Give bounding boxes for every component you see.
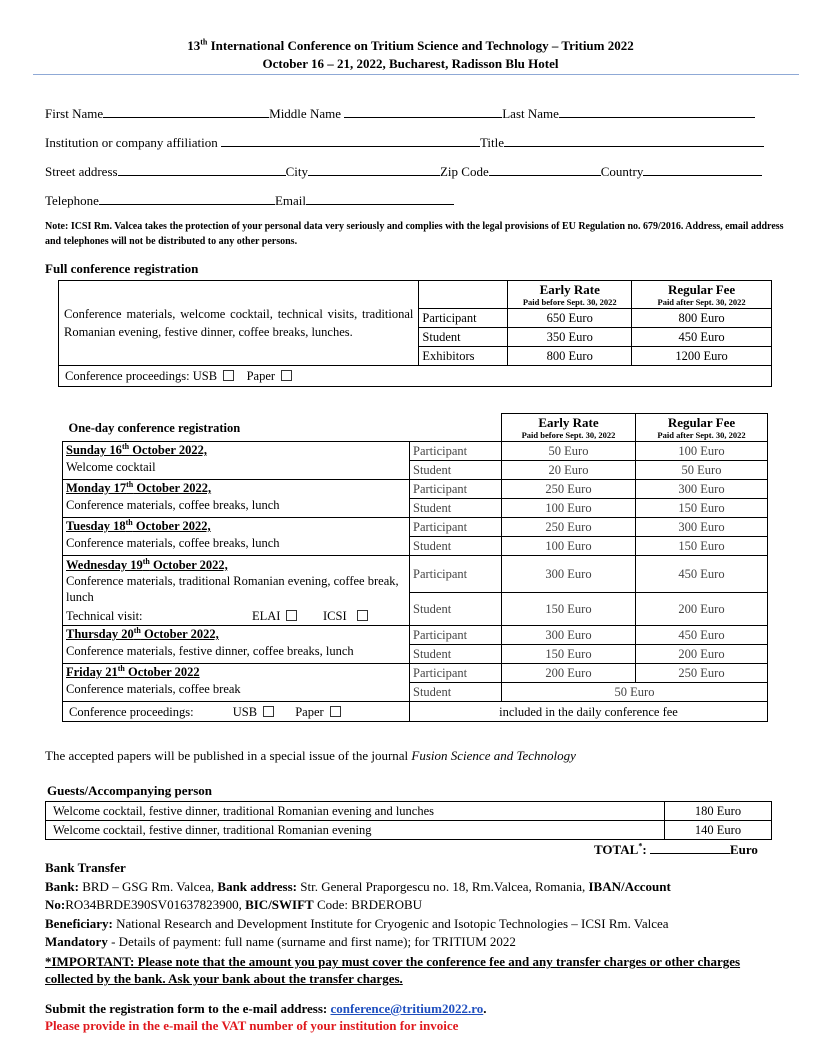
last-name-field[interactable] [559, 105, 755, 118]
privacy-note: Note: ICSI Rm. Valcea takes the protection of your personal data very seriously and complies with the legal provisions of EU Regulation no. 679/2016. Address, email address and telephones will not be distributed to any other persons. [45, 221, 784, 247]
name-row: First Name Middle Name Last Name [45, 105, 755, 122]
icsi-checkbox[interactable] [357, 610, 368, 621]
day-tuesday: Tuesday 18th October 2022, Conference materials, coffee breaks, lunch [63, 518, 410, 556]
guests-heading: Guests/Accompanying person [47, 783, 213, 798]
table-row: Student 50 Euro [63, 683, 768, 702]
elai-checkbox[interactable] [286, 610, 297, 621]
institution-field[interactable] [221, 134, 480, 147]
oneday-early-header: Early Rate Paid before Sept. 30, 2022 [502, 414, 636, 442]
table-row: Student 100 Euro 150 Euro [63, 537, 768, 556]
submit-line: Submit the registration form to the e-mail address: conference@tritium2022.ro. [45, 1001, 487, 1016]
middle-name-field[interactable] [344, 105, 502, 118]
zip-field[interactable] [489, 163, 601, 176]
full-usb-checkbox[interactable] [223, 370, 234, 381]
table-row: Monday 17th October 2022, Conference materials, coffee breaks, lunch Participant 250 Euro 300 Euro [63, 480, 768, 499]
oneday-heading: One-day conference registration [68, 421, 241, 435]
conference-dates: October 16 – 21, 2022, Bucharest, Radisson Blu Hotel [262, 56, 559, 71]
institution-row: Institution or company affiliation Title [45, 134, 764, 151]
day-wednesday: Wednesday 19th October 2022, Conference materials, traditional Romanian evening, coffee break, lunch Technical visit: ELAI ICSI [63, 556, 410, 626]
conference-title: 13th International Conference on Tritium Science and Technology – Tritium 2022 [187, 37, 634, 53]
first-name-field[interactable] [103, 105, 269, 118]
table-row: Participant 650 Euro 800 Euro [59, 309, 772, 328]
table-row: Welcome cocktail, festive dinner, traditional Romanian evening 140 Euro [46, 821, 772, 840]
full-proceedings-row: Conference proceedings: USB Paper [59, 366, 772, 387]
bank-details: Bank: BRD – GSG Rm. Valcea, Bank address: Str. General Praporgescu no. 18, Rm.Valcea, Romania, IBAN/Account No:RO34BRDE390SV01637823900, BIC/SWIFT Code: BRDEROBU [45, 879, 671, 912]
table-row: Student 350 Euro 450 Euro [59, 328, 772, 347]
header-divider [33, 74, 799, 75]
full-registration-table [58, 280, 772, 387]
table-row: Exhibitors 800 Euro 1200 Euro [59, 347, 772, 366]
table-row: Tuesday 18th October 2022, Conference materials, coffee breaks, lunch Participant 250 Euro 300 Euro [63, 518, 768, 537]
email-field[interactable] [306, 192, 454, 205]
table-row: Sunday 16th October 2022, Welcome cocktail Participant 50 Euro 100 Euro [63, 442, 768, 461]
table-row: Wednesday 19th October 2022, Conference materials, traditional Romanian evening, coffee break, lunch Technical visit: ELAI ICSI Participant 300 Euro 450 Euro [63, 556, 768, 593]
city-field[interactable] [308, 163, 440, 176]
contact-row: Telephone Email [45, 192, 454, 209]
address-row: Street address City Zip Code Country [45, 163, 762, 180]
street-field[interactable] [118, 163, 286, 176]
included-note: included in the daily conference fee [410, 702, 768, 722]
table-row: Friday 21th October 2022 Conference materials, coffee break Participant 200 Euro 250 Euro [63, 664, 768, 683]
journal-note: The accepted papers will be published in a special issue of the journal Fusion Science and Technology [45, 748, 576, 763]
day-sunday: Sunday 16th October 2022, Welcome cocktail [63, 442, 410, 480]
oneday-usb-checkbox[interactable] [263, 706, 274, 717]
day-thursday: Thursday 20th October 2022, Conference materials, festive dinner, coffee breaks, lunch [63, 626, 410, 664]
full-paper-checkbox[interactable] [281, 370, 292, 381]
oneday-registration-table [62, 413, 768, 722]
beneficiary: Beneficiary: National Research and Development Institute for Cryogenic and Isotopic Technologies – ICSI Rm. Valcea [45, 916, 669, 931]
full-regular-header: Regular Fee Paid after Sept. 30, 2022 [632, 281, 772, 309]
day-friday: Friday 21th October 2022 Conference materials, coffee break [63, 664, 410, 702]
table-row: Student 20 Euro 50 Euro [63, 461, 768, 480]
mandatory: Mandatory - Details of payment: full name (surname and first name); for TRITIUM 2022 [45, 934, 516, 949]
oneday-proceedings-row: Conference proceedings: USB Paper [63, 702, 410, 722]
table-row: Thursday 20th October 2022, Conference materials, festive dinner, coffee breaks, lunch Participant 300 Euro 450 Euro [63, 626, 768, 645]
full-early-header: Early Rate Paid before Sept. 30, 2022 [508, 281, 632, 309]
telephone-field[interactable] [99, 192, 275, 205]
table-row: Welcome cocktail, festive dinner, traditional Romanian evening and lunches 180 Euro [46, 802, 772, 821]
title-field[interactable] [504, 134, 764, 147]
full-description: Conference materials, welcome cocktail, technical visits, traditional Romanian evening, festive dinner, coffee breaks, lunches. [59, 281, 419, 366]
full-registration-heading: Full conference registration [45, 261, 199, 276]
bank-heading: Bank Transfer [45, 860, 126, 875]
important-note: *IMPORTANT: Please note that the amount you pay must cover the conference fee and any transfer charges or other charges collected by the bank. Ask your bank about the transfer charges. [45, 954, 741, 986]
table-row: Student 150 Euro 200 Euro [63, 593, 768, 626]
oneday-regular-header: Regular Fee Paid after Sept. 30, 2022 [636, 414, 768, 442]
country-field[interactable] [643, 163, 762, 176]
guests-table [45, 801, 772, 840]
table-row: Student 150 Euro 200 Euro [63, 645, 768, 664]
vat-note: Please provide in the e-mail the VAT number of your institution for invoice [45, 1018, 459, 1033]
oneday-paper-checkbox[interactable] [330, 706, 341, 717]
email-link[interactable]: conference@tritium2022.ro [330, 1001, 484, 1016]
total-field[interactable] [650, 842, 730, 854]
total-row: TOTAL*: Euro [594, 841, 758, 857]
table-row: Student 100 Euro 150 Euro [63, 499, 768, 518]
day-monday: Monday 17th October 2022, Conference materials, coffee breaks, lunch [63, 480, 410, 518]
